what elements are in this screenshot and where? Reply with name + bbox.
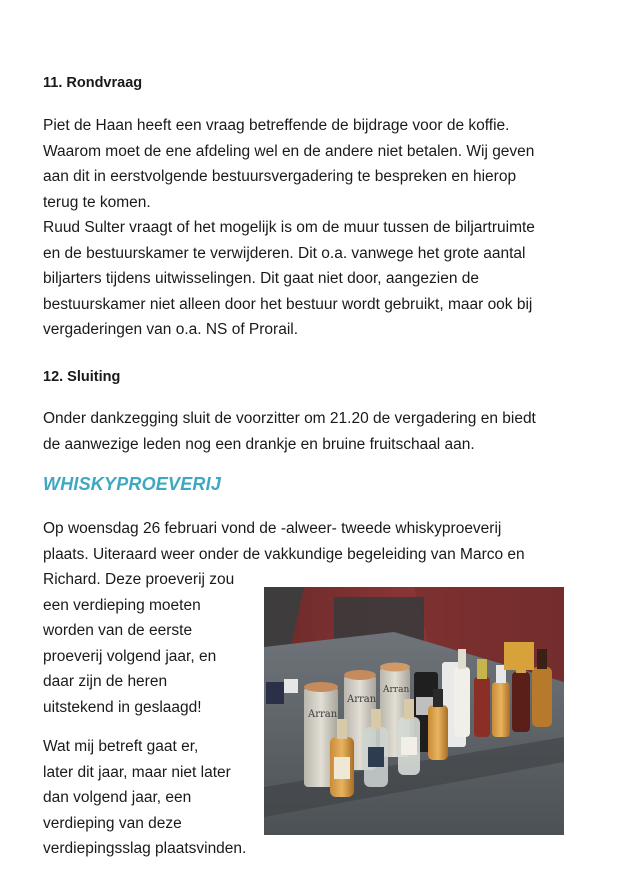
text-line: Piet de Haan heeft een vraag betreffende de bijdrage voor de koffie. [43, 117, 510, 134]
bottle-label: Arran [383, 685, 410, 695]
text-line: biljarters tijdens uitwisselingen. Dit gaat niet door, aangezien de [43, 270, 479, 287]
whisky-section-title: WHISKYPROEVERIJ [43, 474, 222, 494]
section-12-heading: 12. Sluiting [43, 369, 121, 385]
section-11-paragraph-2 [43, 215, 535, 343]
section-11-heading: 11. Rondvraag [43, 75, 143, 91]
bottle-label: Arran [308, 709, 338, 720]
text-line: proeverij volgend jaar, en [43, 647, 217, 665]
text-line: uitstekend in geslaagd! [43, 698, 202, 716]
text-line: plaats. Uiteraard weer onder de vakkundige begeleiding van Marco en [43, 545, 525, 563]
text-line: Op woensdag 26 februari vond de -alweer- tweede whiskyproeverij [43, 520, 502, 537]
text-line: Wat mij betreft gaat er, [43, 738, 199, 755]
whisky-intro-paragraph [43, 516, 525, 567]
text-line: daar zijn de heren [43, 673, 168, 690]
whisky-bottles-photo [264, 587, 564, 835]
bottle-label: Arran [347, 694, 377, 705]
whisky-wrap-paragraph-2 [43, 734, 246, 862]
text-line: vergaderingen van o.a. NS of Prorail. [43, 321, 299, 338]
text-line: worden van de eerste [43, 622, 193, 639]
text-line: later dit jaar, maar niet later [43, 763, 231, 781]
section-12-paragraph [43, 406, 536, 457]
text-line: Richard. Deze proeverij zou [43, 571, 235, 588]
text-line: verdiepingsslag plaatsvinden. [43, 840, 247, 857]
text-line: Waarom moet de ene afdeling wel en de andere niet betalen. Wij geven [43, 142, 535, 160]
text-line: terug te komen. [43, 193, 151, 211]
text-line: Onder dankzegging sluit de voorzitter om 21.20 de vergadering en biedt [43, 410, 536, 427]
text-line: de aanwezige leden nog een drankje en bruine fruitschaal aan. [43, 435, 475, 453]
text-line: verdieping van deze [43, 814, 182, 832]
text-line: en de bestuurskamer te verwijderen. Dit o.a. vanwege het grote aantal [43, 244, 526, 262]
text-line: Ruud Sulter vraagt of het mogelijk is om de muur tussen de biljartruimte [43, 219, 535, 236]
whisky-bottles-illustration [264, 587, 564, 835]
section-11-paragraph-1 [43, 113, 534, 215]
text-line: aan dit in eerstvolgende bestuursvergadering te bespreken en hierop [43, 168, 517, 185]
text-line: bestuurskamer niet alleen door het bestuur wordt gebruikt, maar ook bij [43, 295, 533, 313]
text-line: dan volgend jaar, een [43, 789, 192, 806]
text-line: een verdieping moeten [43, 596, 201, 614]
whisky-wrap-paragraph-1 [43, 567, 234, 720]
